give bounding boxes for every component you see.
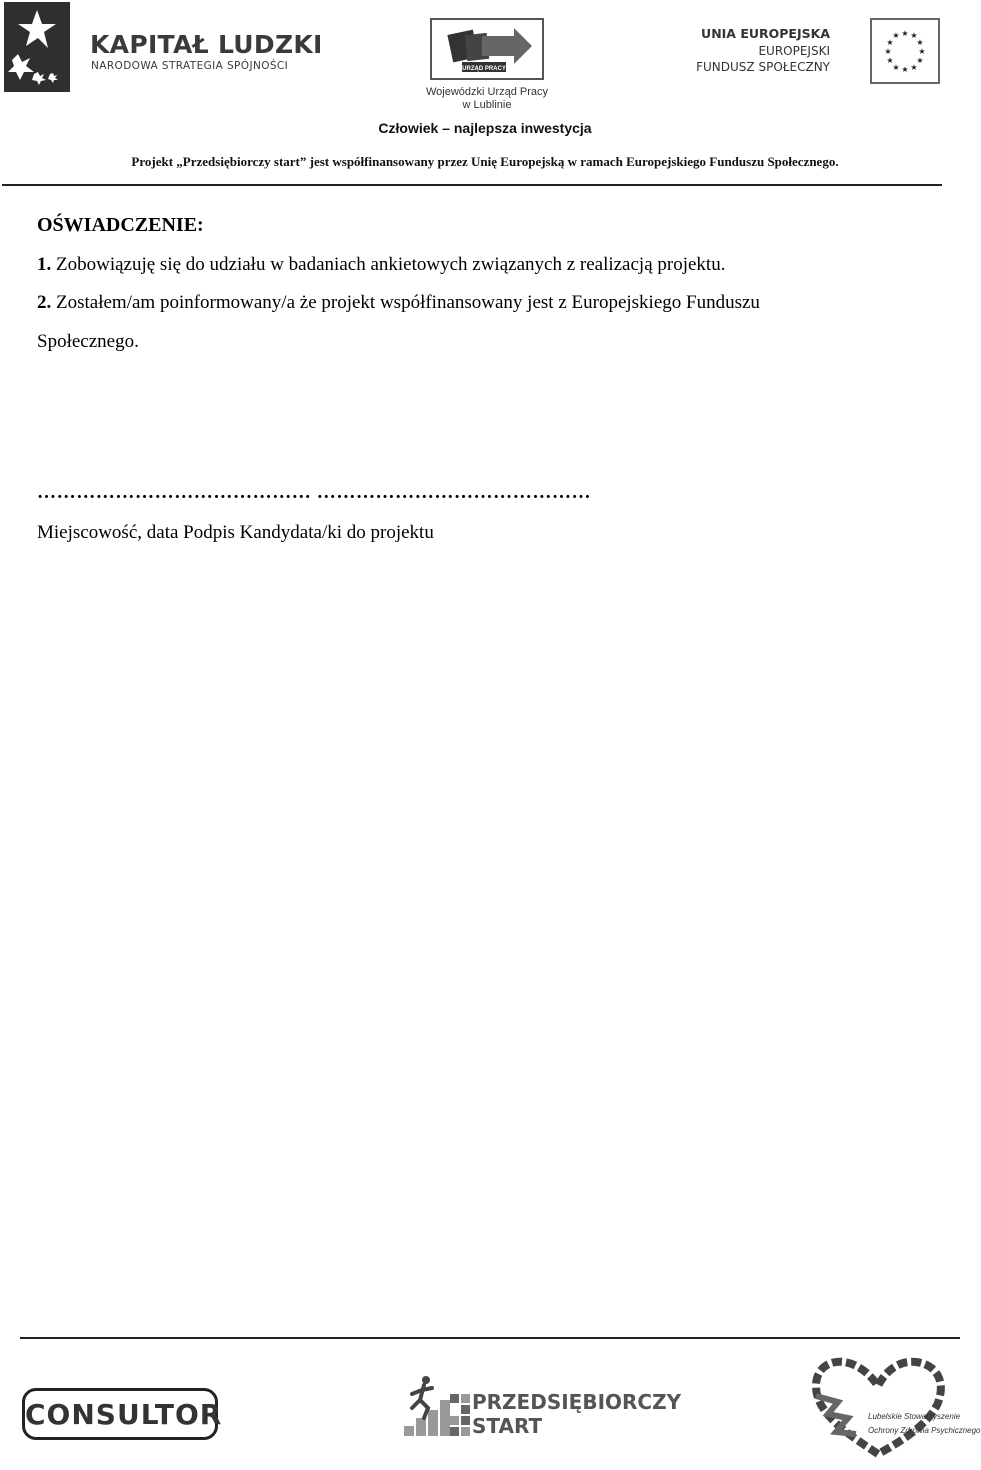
lsozp-logo [808,1356,981,1462]
consultor-logo [22,1388,223,1440]
declaration-item-1 [37,254,725,276]
header-divider [2,184,942,186]
kapital-ludzki-title: KAPITAŁ LUDZKI [90,30,323,59]
svg-text:★: ★ [892,31,900,40]
running-man-stairs-icon [402,1374,454,1440]
item-1-text: Zobowiązuję się do udziału w badaniach ankietowych związanych z realizacją projektu. [51,254,726,275]
svg-text:★: ★ [884,47,892,56]
declaration-heading: OŚWIADCZENIE: [37,214,204,236]
signature-caption: Miejscowość, data Podpis Kandydata/ki do projektu [37,522,434,543]
kapital-ludzki-logo [4,2,323,92]
item-2-text: Zostałem/am poinformowany/a że projekt współfinansowany jest z Europejskiego Funduszu [51,292,760,313]
project-cofinancing-line: Projekt „Przedsiębiorczy start” jest współfinansowany przez Unię Europejską w ramach Europejskiego Funduszu Społecznego. [131,154,839,169]
eu-line1: EUROPEJSKI [758,44,830,58]
ps-line1: PRZEDSIĘBIORCZY [472,1390,682,1414]
eu-title: UNIA EUROPEJSKA [701,26,830,41]
eu-efs-logo [696,16,942,86]
wup-lublin-logo [420,16,560,116]
svg-text:★: ★ [918,47,926,56]
signature-dotted-lines: …………………………………… …………………………………… [37,482,592,503]
svg-text:★: ★ [886,56,894,65]
consultor-text: CONSULTOR [25,1398,223,1431]
slogan: Człowiek – najlepsza inwestycja [378,120,592,136]
urzad-pracy-arrow-icon [432,20,542,78]
svg-text:★: ★ [901,65,909,74]
item-2-number: 2. [37,292,52,313]
ps-line2: START [472,1414,543,1438]
urzad-pracy-badge: URZĄD PRACY [462,66,506,72]
przedsiebiorczy-start-logo [402,1374,682,1444]
svg-text:★: ★ [910,31,918,40]
svg-text:★: ★ [892,63,900,72]
svg-text:★: ★ [916,56,924,65]
kapital-ludzki-star-icon [4,2,70,92]
declaration-item-2-continuation: Społecznego. [37,331,139,352]
ps-blocks [450,1394,472,1436]
svg-text:★: ★ [910,63,918,72]
wup-name [420,86,554,112]
eu-line2: FUNDUSZ SPOŁECZNY [696,60,830,74]
wup-name-line2: w Lublinie [462,99,512,111]
svg-text:★: ★ [916,38,924,47]
lsozp-line1: Lubelskie Stowarzyszenie [868,1412,961,1421]
wup-name-line1: Wojewódzki Urząd Pracy [425,86,549,98]
kapital-ludzki-subtitle: NARODOWA STRATEGIA SPÓJNOŚCI [91,60,289,72]
svg-text:★: ★ [901,29,909,38]
eu-flag-icon [870,18,940,84]
svg-text:★: ★ [886,38,894,47]
declaration-item-2 [37,292,760,314]
item-1-number: 1. [37,254,52,275]
lsozp-line2: Ochrony Zdrowia Psychicznego [868,1426,981,1435]
footer-divider [20,1337,960,1339]
wup-logo-frame [430,18,544,80]
heart-people-icon [808,1356,961,1462]
